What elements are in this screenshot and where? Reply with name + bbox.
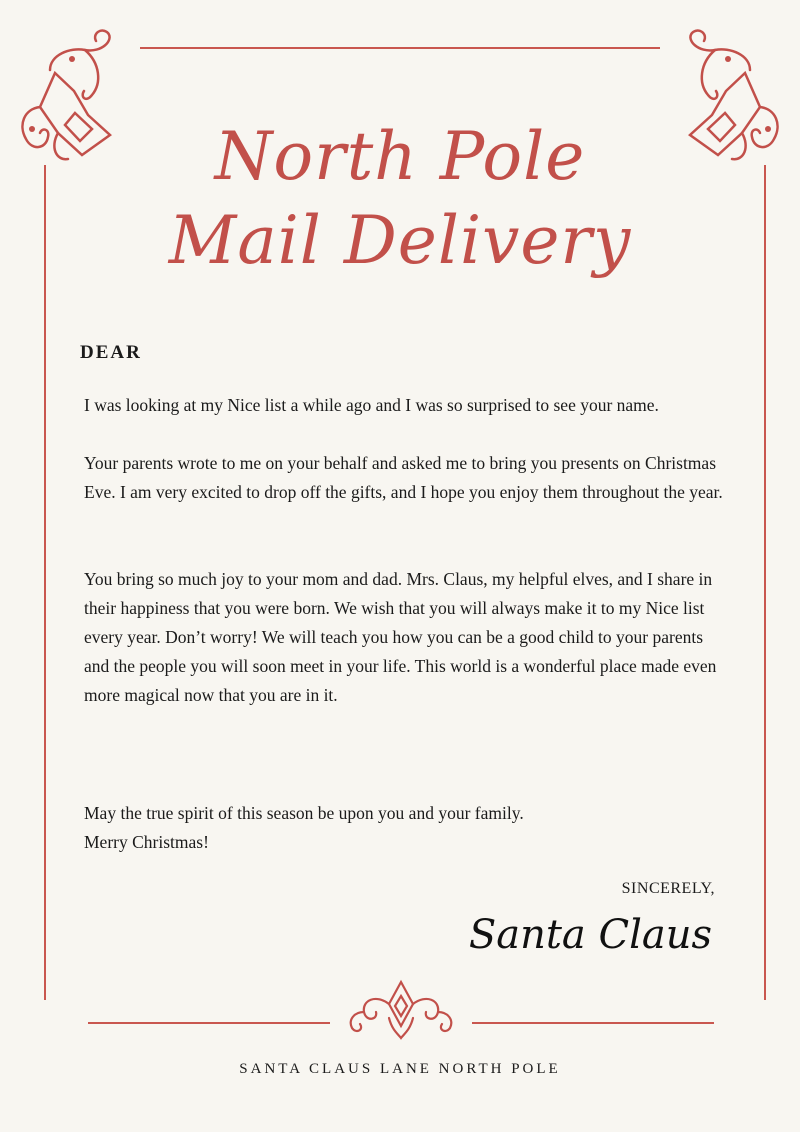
body-paragraph: You bring so much joy to your mom and dad. Mrs. Claus, my helpful elves, and I share in their happiness that you were born. We wish that you will always make it to my Nice list every year. Don’t worry! We will teach you how you can be a good child to your parents and the people you will soon meet in your life. This world is a wonderful place made even more magical now that you are in it. (84, 569, 717, 705)
bottom-border-line-left (88, 1022, 330, 1024)
body-paragraph: Your parents wrote to me on your behalf and asked me to bring you presents on Christmas Eve. I am very excited to drop off the gifts, and I hope you enjoy them throughout the year. (84, 453, 723, 502)
closing-line: Merry Christmas! (84, 832, 209, 852)
greeting: DEAR (80, 342, 142, 363)
closing-line: May the true spirit of this season be upon you and your family. (84, 803, 524, 823)
title-line-1: North Pole (214, 118, 586, 195)
left-border-line (44, 165, 46, 1000)
signature: Santa Claus (468, 912, 712, 958)
right-border-line (764, 165, 766, 1000)
top-border-line (140, 47, 660, 49)
page-title (0, 115, 800, 283)
bottom-border-line-right (472, 1022, 714, 1024)
sign-off: SINCERELY, (621, 880, 715, 897)
title-line-2: Mail Delivery (168, 202, 632, 279)
footer-address: SANTA CLAUS LANE NORTH POLE (239, 1061, 561, 1077)
bottom-ornament-icon (340, 978, 462, 1040)
body-paragraph: I was looking at my Nice list a while ago and I was so surprised to see your name. (84, 395, 659, 415)
